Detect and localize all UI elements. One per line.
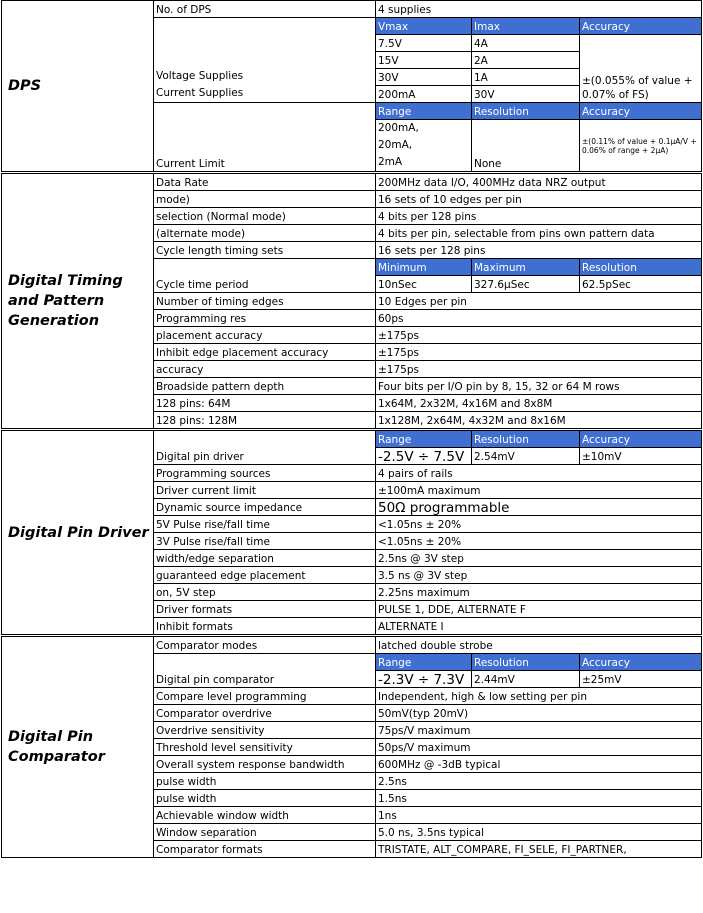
- column-header: Resolution: [472, 103, 580, 120]
- driver-pin-label: Digital pin driver: [154, 430, 376, 465]
- table-cell: 7.5V: [376, 35, 472, 52]
- row-label: Overall system response bandwidth: [154, 756, 376, 773]
- section-timing: Digital Timing and Pattern Generation: [2, 173, 154, 430]
- row-value: 3.5 ns @ 3V step: [376, 567, 702, 584]
- row-label: Cycle length timing sets: [154, 242, 376, 259]
- table-cell: -2.5V ÷ 7.5V: [376, 448, 472, 465]
- row-value: 50mV(typ 20mV): [376, 705, 702, 722]
- row-value: 16 sets per 128 pins: [376, 242, 702, 259]
- row-value: PULSE 1, DDE, ALTERNATE F: [376, 601, 702, 618]
- spec-table: [1, 0, 702, 858]
- column-header: Maximum: [472, 259, 580, 276]
- current-supplies-label: Current Supplies: [156, 87, 244, 99]
- row-value: 2.5ns @ 3V step: [376, 550, 702, 567]
- table-cell: 2.44mV: [472, 671, 580, 688]
- table-cell: 30V: [472, 86, 580, 103]
- column-header: Range: [376, 430, 472, 448]
- row-value: 4 bits per pin, selectable from pins own pattern data: [376, 225, 702, 242]
- row-label: Overdrive sensitivity: [154, 722, 376, 739]
- row-value: ALTERNATE I: [376, 618, 702, 636]
- row-label: 128 pins: 64M: [154, 395, 376, 412]
- row-label: mode): [154, 191, 376, 208]
- table-cell: -2.3V ÷ 7.3V: [376, 671, 472, 688]
- row-value: 1.5ns: [376, 790, 702, 807]
- row-label: placement accuracy: [154, 327, 376, 344]
- row-value: <1.05ns ± 20%: [376, 533, 702, 550]
- row-value: 4 pairs of rails: [376, 465, 702, 482]
- row-value: 16 sets of 10 edges per pin: [376, 191, 702, 208]
- row-label: Number of timing edges: [154, 293, 376, 310]
- row-value: 4 supplies: [376, 1, 702, 18]
- row-label: Comparator formats: [154, 841, 376, 858]
- row-value: 600MHz @ -3dB typical: [376, 756, 702, 773]
- row-label: Comparator overdrive: [154, 705, 376, 722]
- column-header: Resolution: [580, 259, 702, 276]
- row-value: 2.25ns maximum: [376, 584, 702, 601]
- row-label: guaranteed edge placement: [154, 567, 376, 584]
- column-header: Accuracy: [580, 654, 702, 671]
- table-cell: 62.5pSec: [580, 276, 702, 293]
- column-header: Accuracy: [580, 18, 702, 35]
- column-header: Vmax: [376, 18, 472, 35]
- column-header: Range: [376, 103, 472, 120]
- row-label: Driver formats: [154, 601, 376, 618]
- table-cell: 15V: [376, 52, 472, 69]
- table-cell: ±10mV: [580, 448, 702, 465]
- row-label: width/edge separation: [154, 550, 376, 567]
- row-label: on, 5V step: [154, 584, 376, 601]
- row-label: pulse width: [154, 773, 376, 790]
- column-header: Resolution: [472, 654, 580, 671]
- row-label: Dynamic source impedance: [154, 499, 376, 516]
- row-value: 1x128M, 2x64M, 4x32M and 8x16M: [376, 412, 702, 430]
- limit-range: 200mA, 20mA, 2mA: [376, 120, 472, 173]
- row-label: selection (Normal mode): [154, 208, 376, 225]
- current-limit-label: Current Limit: [154, 103, 376, 173]
- row-value: latched double strobe: [376, 636, 702, 654]
- row-value: 2.5ns: [376, 773, 702, 790]
- column-header: Accuracy: [580, 103, 702, 120]
- row-label: Achievable window width: [154, 807, 376, 824]
- column-header: Minimum: [376, 259, 472, 276]
- row-label: 128 pins: 128M: [154, 412, 376, 430]
- row-label: accuracy: [154, 361, 376, 378]
- row-value: ±175ps: [376, 327, 702, 344]
- row-label: Programming res: [154, 310, 376, 327]
- table-cell: 327.6µSec: [472, 276, 580, 293]
- column-header: Imax: [472, 18, 580, 35]
- row-value: 5.0 ns, 3.5ns typical: [376, 824, 702, 841]
- row-value: 50ps/V maximum: [376, 739, 702, 756]
- voltage-supplies-label: Voltage Supplies: [156, 70, 244, 82]
- section-dps: DPS: [2, 1, 154, 173]
- limit-accuracy: ±(0.11% of value + 0.1µA/V + 0.06% of range + 2µA): [580, 120, 702, 173]
- row-label: 3V Pulse rise/fall time: [154, 533, 376, 550]
- supplies-label: [154, 18, 376, 103]
- row-value: Four bits per I/O pin by 8, 15, 32 or 64 M rows: [376, 378, 702, 395]
- row-label: 5V Pulse rise/fall time: [154, 516, 376, 533]
- column-header: Range: [376, 654, 472, 671]
- row-value: 75ps/V maximum: [376, 722, 702, 739]
- row-label: Programming sources: [154, 465, 376, 482]
- row-label: Broadside pattern depth: [154, 378, 376, 395]
- table-cell: 1A: [472, 69, 580, 86]
- row-label: No. of DPS: [154, 1, 376, 18]
- row-value: 4 bits per 128 pins: [376, 208, 702, 225]
- row-label: pulse width: [154, 790, 376, 807]
- table-row: [2, 1, 702, 18]
- row-value: 60ps: [376, 310, 702, 327]
- row-label: Driver current limit: [154, 482, 376, 499]
- table-cell: 200mA: [376, 86, 472, 103]
- table-cell: ±25mV: [580, 671, 702, 688]
- table-cell: 30V: [376, 69, 472, 86]
- table-row: [2, 173, 702, 191]
- table-cell: 4A: [472, 35, 580, 52]
- row-value: 1ns: [376, 807, 702, 824]
- row-label: Inhibit formats: [154, 618, 376, 636]
- row-value: ±100mA maximum: [376, 482, 702, 499]
- section-driver: Digital Pin Driver: [2, 430, 154, 636]
- row-value: 50Ω programmable: [376, 499, 702, 516]
- row-label: Comparator modes: [154, 636, 376, 654]
- row-value: ±175ps: [376, 344, 702, 361]
- section-comparator: Digital Pin Comparator: [2, 636, 154, 858]
- row-value: 1x64M, 2x32M, 4x16M and 8x8M: [376, 395, 702, 412]
- row-value: 200MHz data I/O, 400MHz data NRZ output: [376, 173, 702, 191]
- column-header: Accuracy: [580, 430, 702, 448]
- row-label: Compare level programming: [154, 688, 376, 705]
- row-label: Inhibit edge placement accuracy: [154, 344, 376, 361]
- table-cell: 2A: [472, 52, 580, 69]
- row-label: Threshold level sensitivity: [154, 739, 376, 756]
- table-cell: 2.54mV: [472, 448, 580, 465]
- row-value: ±175ps: [376, 361, 702, 378]
- row-label: Data Rate: [154, 173, 376, 191]
- row-value: 10 Edges per pin: [376, 293, 702, 310]
- row-value: <1.05ns ± 20%: [376, 516, 702, 533]
- row-value: Independent, high & low setting per pin: [376, 688, 702, 705]
- row-value: TRISTATE, ALT_COMPARE, FI_SELE, FI_PARTNER,: [376, 841, 702, 858]
- table-cell: 10nSec: [376, 276, 472, 293]
- column-header: Resolution: [472, 430, 580, 448]
- table-row: [2, 636, 702, 654]
- row-label: (alternate mode): [154, 225, 376, 242]
- supplies-accuracy: ±(0.055% of value + 0.07% of FS): [580, 35, 702, 103]
- table-row: [2, 430, 702, 448]
- cycle-label: Cycle time period: [154, 259, 376, 293]
- row-label: Window separation: [154, 824, 376, 841]
- limit-resolution: None: [472, 120, 580, 173]
- comparator-pin-label: Digital pin comparator: [154, 654, 376, 688]
